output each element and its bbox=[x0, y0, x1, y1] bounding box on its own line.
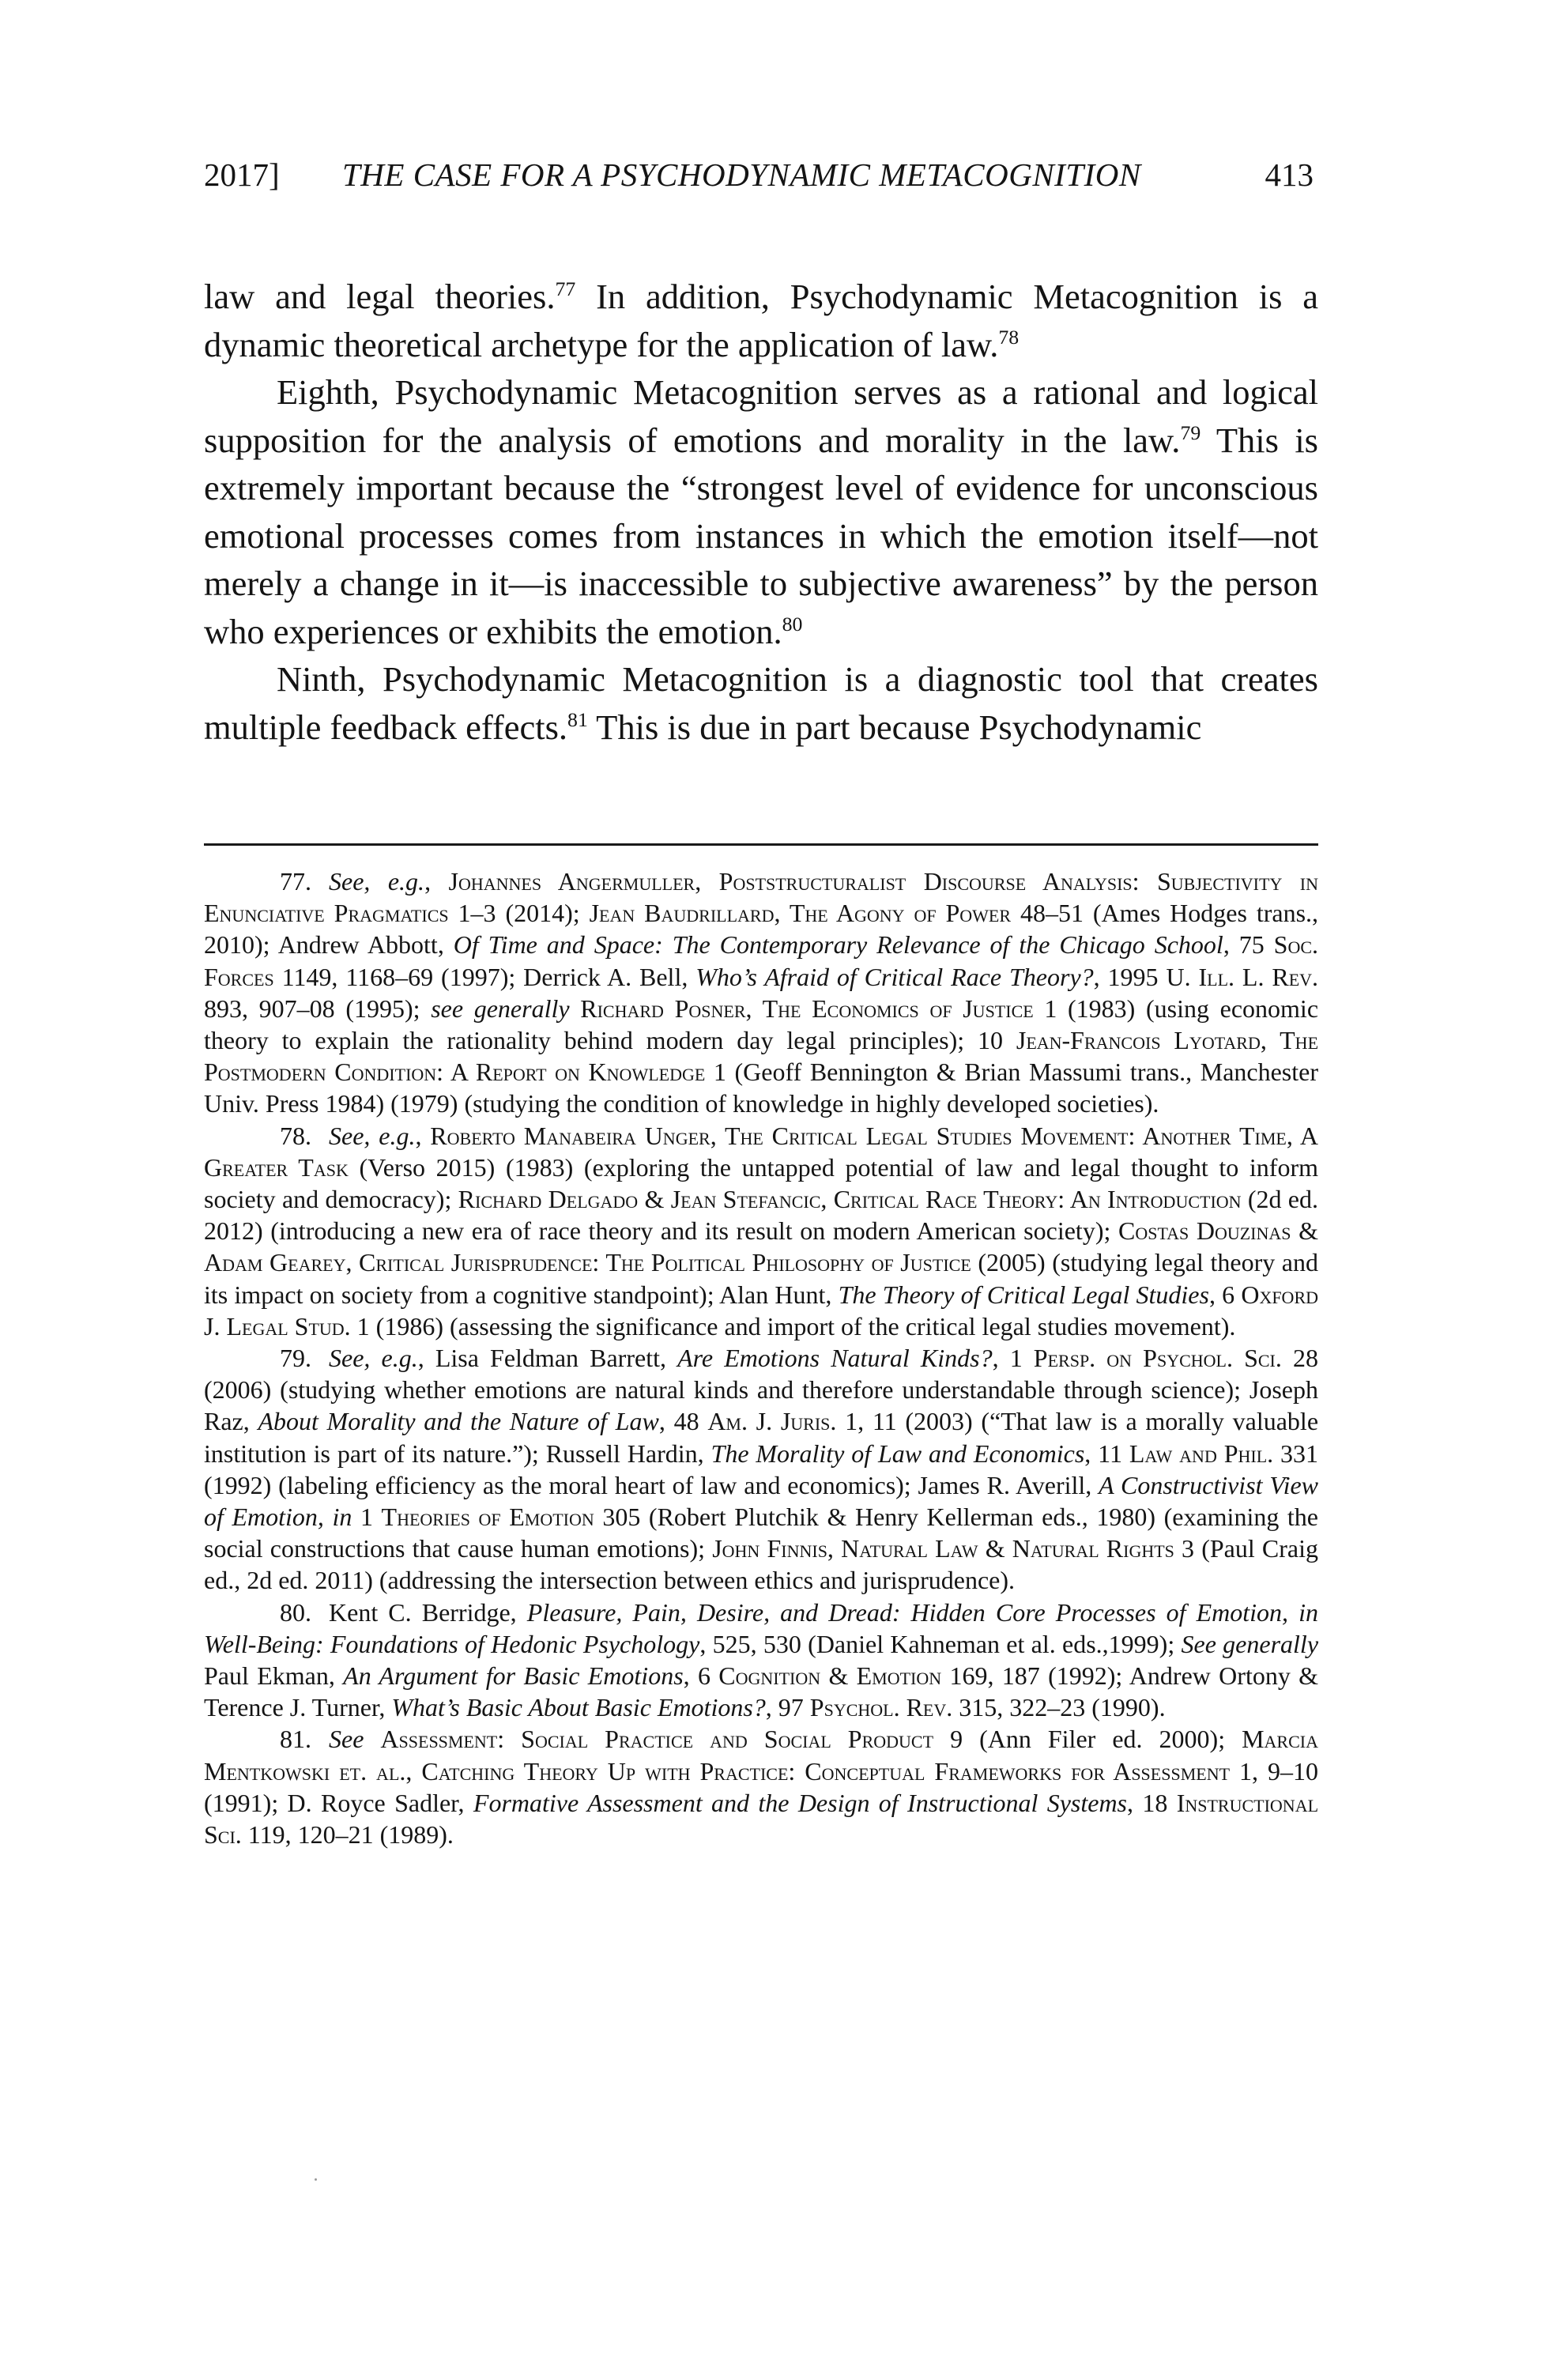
text-run: 1, 9–10 (1991); D. Royce Sadler, bbox=[204, 1756, 1319, 1817]
text-run: See, e.g. bbox=[329, 867, 425, 896]
footnote-ref-81: 81 bbox=[567, 707, 588, 731]
text-run: 1 bbox=[352, 1503, 382, 1532]
text-run: 9 (Ann Filer ed. 2000); bbox=[933, 1725, 1242, 1754]
text-run: , 6 bbox=[1208, 1280, 1242, 1309]
text-run: (2d ed. 2012) (introducing a new era of race theory and its result on modern American society); bbox=[204, 1185, 1319, 1246]
text-run: , 1995 bbox=[1093, 962, 1167, 991]
text-run: law and legal theories. bbox=[204, 277, 556, 316]
footnote-77 bbox=[204, 865, 1318, 1120]
text-run: , Lisa Feldman Barrett, bbox=[417, 1344, 678, 1373]
text-run: Costas Douzinas & Adam Gearey, Critical Jurisprudence: The Political Philosophy of Justice bbox=[204, 1216, 1319, 1277]
text-run: What’s Basic About Basic Emotions? bbox=[391, 1693, 766, 1722]
footnote-ref-79: 79 bbox=[1180, 420, 1201, 444]
text-run: See generally bbox=[1181, 1629, 1319, 1658]
text-run: , 75 bbox=[1223, 930, 1274, 960]
text-run: Eighth, Psychodynamic Metacognition serves as a rational and logical supposition for the analysis of emotions and morality in the law. bbox=[204, 372, 1318, 460]
text-run: This is extremely important because the “strongest level of evidence for unconscious emotional processes comes from instances in which the emotion itself—not merely a change in it—is inaccessible to subjective awareness” by the person who experiences or exhibits the emotion. bbox=[204, 420, 1318, 651]
footnote-number: 78. bbox=[280, 1121, 311, 1150]
text-run: Who’s Afraid of Critical Race Theory? bbox=[695, 962, 1094, 991]
text-run: Johannes Angermuller, Poststructuralist Discourse Analysis: Subjectivity in Enunciative Pragmatics bbox=[204, 867, 1319, 928]
text-run: Persp. on Psychol. Sci. bbox=[1033, 1344, 1282, 1373]
text-run: Cognition & Emotion bbox=[718, 1661, 942, 1691]
text-run: , 6 bbox=[683, 1661, 719, 1691]
text-run: , bbox=[424, 867, 449, 896]
text-run: , 18 bbox=[1127, 1788, 1177, 1817]
text-run: 1, 11 (2003) (“That law is a morally valuable institution is part of its nature.”); Russell Hardin, bbox=[204, 1407, 1319, 1468]
running-head bbox=[204, 155, 1318, 194]
footnote-79 bbox=[204, 1342, 1318, 1597]
footnote-number: 80. bbox=[280, 1597, 311, 1627]
text-run: , 1 bbox=[992, 1344, 1034, 1373]
text-run: This is due in part because Psychodynamic bbox=[587, 707, 1202, 747]
text-run: , 48 bbox=[658, 1407, 708, 1436]
text-run: (Verso 2015) (1983) (exploring the untapped potential of law and legal thought to inform society and democracy); bbox=[204, 1152, 1318, 1214]
text-run: 1149, 1168–69 (1997); Derrick A. Bell, bbox=[273, 962, 696, 991]
text-run: 331 (1992) (labeling efficiency as the moral heart of law and economics); James R. Averill, bbox=[204, 1439, 1319, 1499]
body-paragraph-3 bbox=[204, 655, 1318, 751]
footnote-81 bbox=[204, 1723, 1318, 1850]
text-run: 305 (Robert Plutchik & Henry Kellerman eds., 1980) (examining the social constructions that cause human emotions); bbox=[204, 1503, 1319, 1563]
text-run: Jean-Francois Lyotard, The Postmodern Condition: A Report on Knowledge bbox=[204, 1026, 1319, 1087]
text-run: Richard Posner, The Economics of Justice bbox=[580, 994, 1034, 1023]
text-run: A Constructivist View of Emotion, in bbox=[204, 1470, 1319, 1532]
text-run: see generally bbox=[431, 994, 570, 1023]
text-run: Formative Assessment and the Design of Instructional Systems bbox=[473, 1788, 1128, 1817]
footnotes bbox=[204, 865, 1318, 1850]
text-run: 1 (1983) (using economic theory to explain the rationality behind modern day legal principles); 10 bbox=[204, 994, 1319, 1055]
text-run: 48–51 (Ames Hodges trans., 2010); Andrew Abbott, bbox=[204, 899, 1319, 960]
footnote-80 bbox=[204, 1597, 1318, 1724]
text-run: Am. J. Juris. bbox=[707, 1407, 837, 1436]
text-run: , bbox=[415, 1121, 431, 1150]
text-run: About Morality and the Nature of Law bbox=[258, 1407, 659, 1436]
text-run: See bbox=[329, 1725, 364, 1754]
text-run: Pleasure, Pain, Desire, and Dread: Hidden Core Processes of Emotion, in Well-Being: Foundations of Hedonic Psychology bbox=[204, 1597, 1319, 1658]
text-run: Soc. Forces bbox=[204, 930, 1319, 991]
text-run: The Morality of Law and Economics bbox=[710, 1439, 1085, 1468]
text-run: 3 (Paul Craig ed., 2d ed. 2011) (addressing the intersection between ethics and jurisprudence). bbox=[204, 1534, 1319, 1595]
text-run: Instructional Sci. bbox=[204, 1788, 1319, 1850]
text-run: Paul Ekman, bbox=[204, 1661, 344, 1691]
body-paragraph-1 bbox=[204, 273, 1318, 368]
page bbox=[204, 0, 1318, 2353]
text-run: Of Time and Space: The Contemporary Relevance of the Chicago School bbox=[453, 930, 1223, 960]
text-run: 119, 120–21 (1989). bbox=[241, 1820, 454, 1850]
footnote-separator bbox=[204, 843, 1318, 846]
text-run: 1–3 (2014); bbox=[448, 899, 590, 928]
text-run bbox=[570, 994, 581, 1023]
text-run: (2005) (studying legal theory and its impact on society from a cognitive standpoint); Alan Hunt, bbox=[204, 1248, 1318, 1309]
text-run: 1 (Geoff Bennington & Brian Massumi trans., Manchester Univ. Press 1984) (1979) (studying the condition of knowledge in highly developed societies). bbox=[204, 1058, 1318, 1118]
text-run: In addition, Psychodynamic Metacognition is a dynamic theoretical archetype for the application of law. bbox=[204, 277, 1318, 364]
text-run: Theories of Emotion bbox=[381, 1503, 594, 1532]
scan-speck bbox=[315, 2178, 317, 2181]
footnote-number: 81. bbox=[280, 1725, 311, 1754]
footnote-78 bbox=[204, 1120, 1318, 1342]
text-run: , 97 bbox=[765, 1693, 810, 1722]
text-run: Psychol. Rev. bbox=[809, 1693, 953, 1722]
footnote-number: 77. bbox=[280, 867, 311, 896]
text-run: , 525, 530 (Daniel Kahneman et al. eds.,1999); bbox=[699, 1629, 1182, 1658]
footnote-number: 79. bbox=[280, 1344, 311, 1373]
text-run: 1 (1986) (assessing the significance and import of the critical legal studies movement). bbox=[350, 1311, 1236, 1341]
text-run: Oxford J. Legal Stud. bbox=[204, 1280, 1319, 1341]
text-run: 28 (2006) (studying whether emotions are natural kinds and therefore understandable through science); Joseph Raz, bbox=[204, 1344, 1318, 1436]
body-text bbox=[204, 273, 1318, 751]
text-run: An Argument for Basic Emotions bbox=[343, 1661, 684, 1691]
text-run: John Finnis, Natural Law & Natural Rights bbox=[712, 1534, 1174, 1563]
text-run: 893, 907–08 (1995); bbox=[204, 994, 432, 1023]
text-run: 315, 322–23 (1990). bbox=[952, 1693, 1166, 1722]
footnote-ref-77: 77 bbox=[555, 277, 576, 301]
text-run: , 11 bbox=[1084, 1439, 1129, 1468]
text-run: U. Ill. L. Rev. bbox=[1166, 962, 1319, 991]
text-run: See, e.g. bbox=[329, 1344, 418, 1373]
text-run: Assessment: Social Practice and Social Product bbox=[380, 1725, 934, 1754]
text-run: Jean Baudrillard, The Agony of Power bbox=[589, 899, 1012, 928]
text-run: Roberto Manabeira Unger, The Critical Legal Studies Movement: Another Time, A Greater Task bbox=[204, 1121, 1319, 1182]
text-run: 169, 187 (1992); Andrew Ortony & Terence J. Turner, bbox=[204, 1661, 1319, 1722]
running-head-year: 2017] bbox=[204, 156, 280, 193]
running-head-title: THE CASE FOR A PSYCHODYNAMIC METACOGNITION bbox=[342, 156, 1141, 193]
text-run: See, e.g. bbox=[329, 1121, 416, 1150]
text-run: Are Emotions Natural Kinds? bbox=[677, 1344, 993, 1373]
footnote-ref-80: 80 bbox=[782, 612, 803, 635]
text-run: The Theory of Critical Legal Studies bbox=[838, 1280, 1209, 1309]
text-run: Law and Phil. bbox=[1129, 1439, 1274, 1468]
text-run bbox=[364, 1725, 380, 1753]
page-number: 413 bbox=[1265, 156, 1314, 193]
text-run: Richard Delgado & Jean Stefancic, Critical Race Theory: An Introduction bbox=[458, 1185, 1242, 1214]
text-run: Kent C. Berridge, bbox=[329, 1597, 527, 1627]
body-paragraph-2 bbox=[204, 368, 1318, 655]
footnote-ref-78: 78 bbox=[998, 325, 1020, 349]
text-run: Ninth, Psychodynamic Metacognition is a diagnostic tool that creates multiple feedback effects. bbox=[204, 659, 1318, 747]
text-run: Marcia Mentkowski et. al., Catching Theory Up with Practice: Conceptual Frameworks for Assessment bbox=[204, 1725, 1318, 1785]
